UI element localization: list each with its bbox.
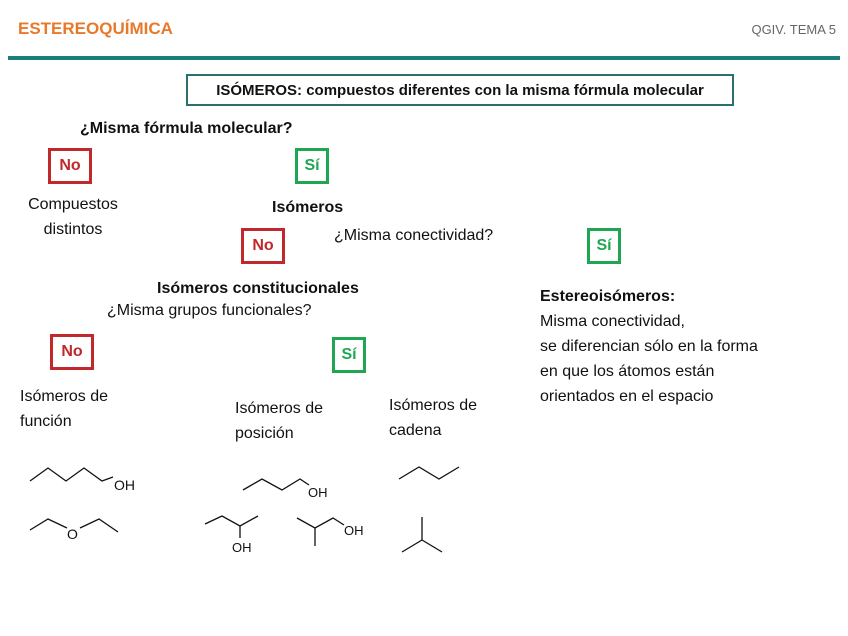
isobutanol-oh-label: OH bbox=[344, 523, 364, 538]
isobutane-left bbox=[402, 540, 422, 552]
label-line: función bbox=[20, 413, 72, 430]
butanol-position-chain bbox=[243, 479, 309, 490]
2-butanol-chain bbox=[205, 516, 258, 526]
result-constitutional-isomers: Isómeros constitucionales bbox=[157, 280, 359, 297]
label-line: cadena bbox=[389, 422, 442, 439]
result-line: distintos bbox=[43, 221, 103, 238]
butanol-oh-label: OH bbox=[114, 477, 135, 493]
no-label: No bbox=[59, 157, 81, 174]
question-connectivity: ¿Misma conectividad? bbox=[334, 227, 494, 244]
result-line: Compuestos bbox=[28, 196, 118, 213]
question-formula: ¿Misma fórmula molecular? bbox=[80, 120, 293, 137]
result-isomers: Isómeros bbox=[272, 199, 344, 216]
2-butanol-oh-label: OH bbox=[232, 540, 252, 555]
butanol-chain bbox=[30, 468, 113, 481]
diethyl-ether-structure bbox=[30, 519, 118, 542]
label-line: posición bbox=[235, 425, 294, 442]
2-butanol-structure bbox=[205, 516, 258, 555]
definition-text: ISÓMEROS: compuestos diferentes con la misma fórmula molecular bbox=[216, 81, 704, 99]
description-line: se diferencian sólo en la forma bbox=[540, 338, 758, 355]
ether-left-chain bbox=[30, 519, 67, 530]
si-label: Sí bbox=[596, 237, 612, 254]
label-line: Isómeros de bbox=[20, 388, 109, 405]
no-label: No bbox=[252, 237, 274, 254]
butanol-position-structure bbox=[243, 479, 328, 500]
course-code: QGIV. TEMA 5 bbox=[751, 22, 836, 37]
description-line: en que los átomos están bbox=[540, 363, 715, 380]
description-line: Misma conectividad, bbox=[540, 313, 685, 330]
label-line: Isómeros de bbox=[389, 397, 478, 414]
description-line: orientados en el espacio bbox=[540, 388, 714, 405]
no-label: No bbox=[61, 343, 83, 360]
si-label: Sí bbox=[341, 346, 357, 363]
isobutanol-structure bbox=[297, 518, 364, 546]
butanol-structure bbox=[30, 468, 135, 493]
butane-structure bbox=[399, 467, 459, 479]
stereoisomers-title: Estereoisómeros: bbox=[540, 288, 676, 305]
label-line: Isómeros de bbox=[235, 400, 324, 417]
butanol-position-oh-label: OH bbox=[308, 485, 328, 500]
isobutane-structure bbox=[402, 517, 442, 552]
page-title: ESTEREOQUÍMICA bbox=[18, 19, 173, 38]
question-functional-groups: ¿Misma grupos funcionales? bbox=[107, 302, 312, 319]
ether-o-label: O bbox=[67, 526, 78, 542]
si-label: Sí bbox=[304, 157, 320, 174]
isobutane-right bbox=[422, 540, 442, 552]
isobutanol-chain bbox=[297, 518, 344, 528]
ether-right-chain bbox=[80, 519, 118, 532]
